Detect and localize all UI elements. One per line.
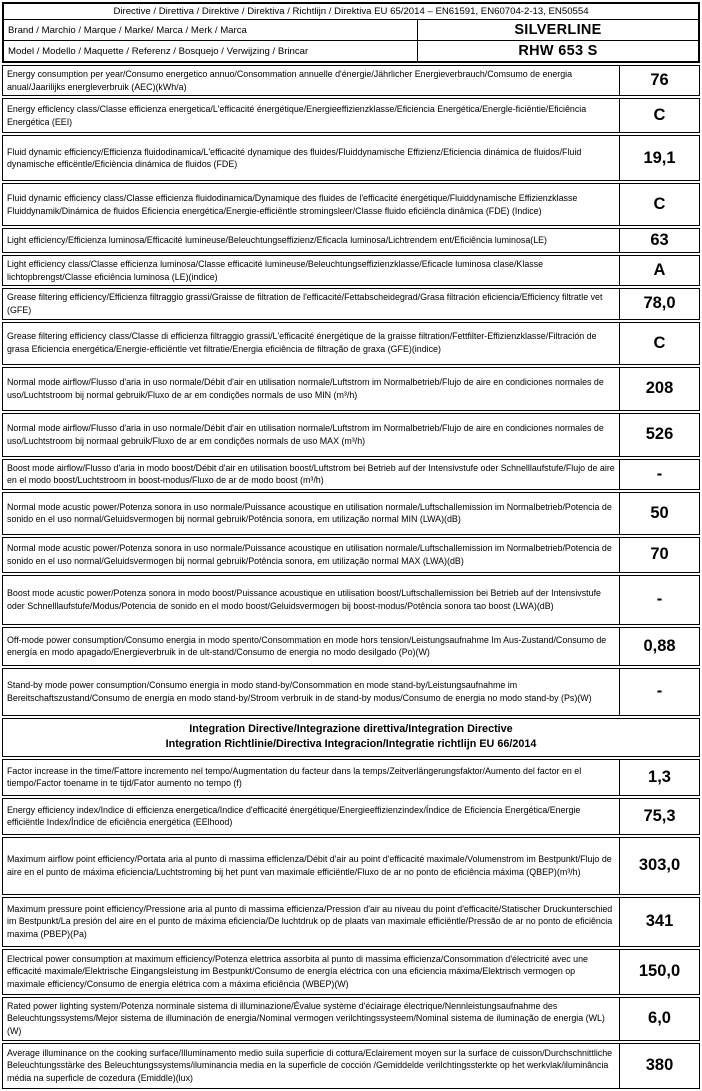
spec-row-label: Light efficiency/Efficienza luminosa/Efficacité lumineuse/Beleuchtungseffizienz/Eficacla luminosa/Lichtrendem ent/Eficiência luminosa(LE) [7,235,548,246]
spec-row-value: 0,88 [619,628,699,665]
spec-row-label: Fluid dynamic efficiency/Efficienza fluidodinamica/L'efficacité dynamique des fluides/Fluiddynamische Effizienz/Eficiencia dinámica de fluidos/Fluid dynamische efficëntle/Eficiència dinámica de fluidos (FDE) [7,146,582,170]
table-row [2,668,700,716]
table-row [2,228,700,253]
model-value: RHW 653 S [417,41,698,61]
table-row [2,65,700,96]
spec-row-label: Energy efficlency class/Classe efficienza energetica/L'efficacité énergétique/Energieeffizienzklasse/Eficiencia Energética/Energle-ficiëntie/Eficiência Energética (EEI) [7,104,587,127]
brand-label: Brand / Marchio / Marque / Marke/ Marca / Merk / Marca [8,24,247,36]
spec-row-label: Energy efficiency index/Indice di efficienza energetica/Indice d'efficacité énergétique/Energieeffizienzindex/Índice de Eficiencia Energética/Energie efficiëntle Index/Índice de eficiência energética (EElhood) [7,804,581,828]
spec-row-label: Average illuminance on the cooking surface/Illuminamento medio suila superficie di cottura/Eclairement moyen sur la surface de cuisson/Durchschnittliche Beleuchtungsstärke des Beleuchtungssystems/iluminancia media en la superficle de cocción /Gemiddelde verilchtingssterkte op het werkvlak/iluminância média na superficle de cozedura (Emiddle)(lux) [7,1047,613,1083]
spec-row-label: Normal mode acustic power/Potenza sonora in uso normale/Puissance acoustique en utilisation normale/Luftschallemission im Normalbetrieb/Potencia de sonido en el uso normal/Geluidsvermogen bij normal gebruik/Potência sonora, em utilização normal MIN (LWA)(dB) [7,501,612,525]
table-row [2,367,700,411]
model-row [4,41,698,61]
table-row [2,997,700,1041]
spec-row-label: Electrical power consumption at maximum efficiency/Potenza elettrica assorbita al punto di massima efficienza/Consommation d'électricité avec une efficacité maximale/Elektrische Eingangsleistung im Bestpunkt/Consumo de energía eléctrica con una eficiencia máxima/Elektrisch vermogen op maximale efficiency/Consumo de energia elétrica com a máxima eficiência (WBEP)(W) [7,953,588,990]
spec-row-label: Light efficiency class/Classe efficienza luminosa/Classe efficacité lumineuse/Beleuchtungseffizienzklasse/Eficacle luminosa clase/Klasse lichtopbrengst/Classe eficiência luminosa (LE)(indice) [7,259,544,282]
spec-row-label: Maximum pressure point efficiency/Pressione aria al punto di massima efficienza/Pression d'air au niveau du point d'efficacité/Statischer Druckunterschied im Bestpunkt/La presión del aire en el punto de máxima eficiencia/De luchtdruk op de plaats van maximale efficiëntle/Pressão de ar no ponto de eficiência maxima (PBEP)(Pa) [7,903,613,940]
spec-row-label: Energy consumption per year/Consumo energetico annuo/Consommation annuelle d'énergie/Jährlicher Energieverbrauch/Comsumo de energia anual/Jaarilijks energleverbruik (AEC)(kWh/a) [7,69,573,92]
table-row [2,288,700,319]
spec-row-value: 70 [619,538,699,572]
spec-rows-energy-directive [2,65,700,716]
table-row [2,627,700,666]
spec-row-value: 341 [619,898,699,946]
spec-row-label: Off-mode power consumption/Consumo energia in modo spento/Consommation en mode hors tension/Leistungsaufnahme Im Aus-Zustand/Consumo de energía en modo apagado/Energieverbruik in de ult-stand/Consumo de energia no modo desilgado (Po)(W) [7,634,607,658]
spec-row-value: 1,3 [619,760,699,795]
spec-row-value: 63 [619,229,699,252]
model-label: Model / Modello / Maquette / Referenz / Bosquejo / Verwijzing / Brincar [8,45,309,57]
spec-row-value: C [619,99,699,132]
energy-label-spec-sheet [2,2,700,1089]
spec-row-label: Normal mode airflow/Flusso d'aria in uso normale/Débit d'air en utilisation normale/Luftstrom im Normalbetrieb/Flujo de aire en condiciones normales de uso/Luchtstroom bij normaal gebruik/Fluxo de ar em condições normals de uso MAX (m³/h) [7,422,604,446]
directive-header: Directive / Direttiva / Direktive / Direktiva / Richtlijn / Direktiva EU 65/2014 – EN61591, EN60704-2-13, EN50554 [4,4,698,20]
spec-row-value: 78,0 [619,289,699,318]
spec-row-value: 6,0 [619,998,699,1040]
table-row [2,135,700,181]
table-row [2,798,700,835]
spec-row-value: 75,3 [619,799,699,834]
spec-row-label: Fluid dynamic efficiency class/Classe efficienza fluidodinamica/Dynamique des fluides de l'efficacité énergétique/Fluiddynamische Effizienzklasse Fluiddynamik/Dinámica de fluidos Eficiencia energética/Energie-efficiëntle stromingsleer/Classe fluido eficiëncla dinâmica (FDE) (Indice) [7,193,578,216]
table-row [2,949,700,995]
spec-row-label: Normal mode acustic power/Potenza sonora in uso normale/Puissance acoustique en utilisation normale/Luftschallemission im Normalbetrieb/Potencia de sonido en el uso normal/Geluidsvermogen bij normal gebruik/Potência sonora, em utilização normal MAX (LWA)(dB) [7,543,612,566]
spec-row-value: 76 [619,66,699,95]
table-row [2,255,700,286]
spec-row-label: Normal mode airflow/Flusso d'aria in uso normale/Débit d'air en utilisation normale/Luftstrom im Normalbetrieb/Flujo de aire en condiciones normales de uso/Luchtstroom bij normal gebruik/Fluxo de ar em condições normals de uso MIN (m³/h) [7,376,604,400]
integration-directive-title-line1: Integration Directive/Integrazione direttiva/Integration Directive [189,722,513,735]
spec-row-value: - [619,460,699,489]
spec-row-value: 208 [619,368,699,410]
brand-value: SILVERLINE [417,20,698,40]
spec-row-value: 19,1 [619,136,699,180]
spec-row-value: 380 [619,1044,699,1088]
spec-row-label: Grease filtering efficiency class/Classe di efficienza filtraggio grassi/L'efficacité énergétique de la graisse filtration/Fettfilter-Effizienzklasse/Filtración de grasa Eficiencia energética/Energie-efficiëntle vet filtratie/Energia eficiência de filtração de graxa (GFE)(indice) [7,331,597,355]
table-row [2,575,700,625]
spec-row-value: - [619,669,699,715]
spec-rows-integration-directive [2,759,700,1089]
spec-row-value: 303,0 [619,838,699,894]
header-block [2,2,700,63]
table-row [2,492,700,535]
spec-row-value: C [619,184,699,225]
table-row [2,459,700,490]
table-row [2,537,700,573]
spec-row-value: C [619,323,699,364]
spec-row-label: Maximum airflow point efficiency/Portata aria al punto di massima efficlenza/Débit d'air au point d'efficacité maximale/Volumenstrom im Bestpunkt/Flujo de aire en el punto de máxima eficiencia/Luchtstroming bij het punt van maximale efficiëntle/Fluxo de ar no ponto de eficiência máxima (QBEP)(m³/h) [7,854,612,877]
table-row [2,322,700,365]
spec-row-value: 526 [619,414,699,456]
integration-directive-title-line2: Integration Richtlinie/Directiva Integracion/Integratie richtlijn EU 66/2014 [165,738,537,751]
spec-row-label: Grease filtering efficiency/Efficienza filtraggio grassi/Graisse de filtration de l'efficacité/Fettabscheidegrad/Grasa filtración eficiencia/Efficiency filtratle vet (GFE) [7,292,603,315]
table-row [2,837,700,895]
table-row [2,413,700,457]
spec-row-label: Rated power lighting system/Potenza norminale sistema di illuminazione/Évalue système d'éciairage électrique/Nennleistungsaufnahme des Beleuchtungssystems/Mejor sistema de illuminación de energia/Nominal vermogen verilchtingssysteem/Nominal sistema de iluminação de energia (WL)(W) [7,1000,605,1036]
spec-row-value: A [619,256,699,285]
spec-row-value: 50 [619,493,699,534]
table-row [2,183,700,226]
spec-row-label: Boost mode airflow/Flusso d'aria in modo boost/Débit d'air en utilisation boost/Luftstrom bei Betrieb auf der Intensivstufe oder Schnelllaufstufe/Flujo de aire en el modo boost/Luchtstroom in boost-modus/Fluxo de ar de modo boost (m³/h) [7,462,615,486]
brand-row [4,20,698,41]
integration-directive-header [2,718,700,757]
table-row [2,98,700,133]
spec-row-value: 150,0 [619,950,699,994]
table-row [2,759,700,796]
table-row [2,897,700,947]
spec-row-label: Stand-by mode power consumption/Consumo energia in modo stand-by/Consommation en mode stand-by/Leistungsaufnahme im Bereitschaftszustand/Consumo de energia en modo stand-by/Stroom verbruik in de stand-by modus/Consumo de energia no modo stand-by (Ps)(W) [7,680,592,703]
spec-row-value: - [619,576,699,624]
table-row [2,1043,700,1089]
spec-row-label: Factor increase in the time/Fattore incremento nel tempo/Augmentation du facteur dans la temps/Zeitverlängerungsfaktor/Aumento del factor en el tiempo/Factor toename in te tijd/Fator aumento no tempo (f) [7,765,582,789]
spec-row-label: Boost mode acustic power/Potenza sonora in modo boost/Puissance acoustique en utilisation boost/Luftschallemission bei Betrieb auf der Intensivstufe oder Schnelllaufstufe/Modus/Potencia de sonido en el modo boost/Geluidsvermogen bij boost-modus/Potência sonora tao boost (LWA)(dB) [7,588,601,611]
